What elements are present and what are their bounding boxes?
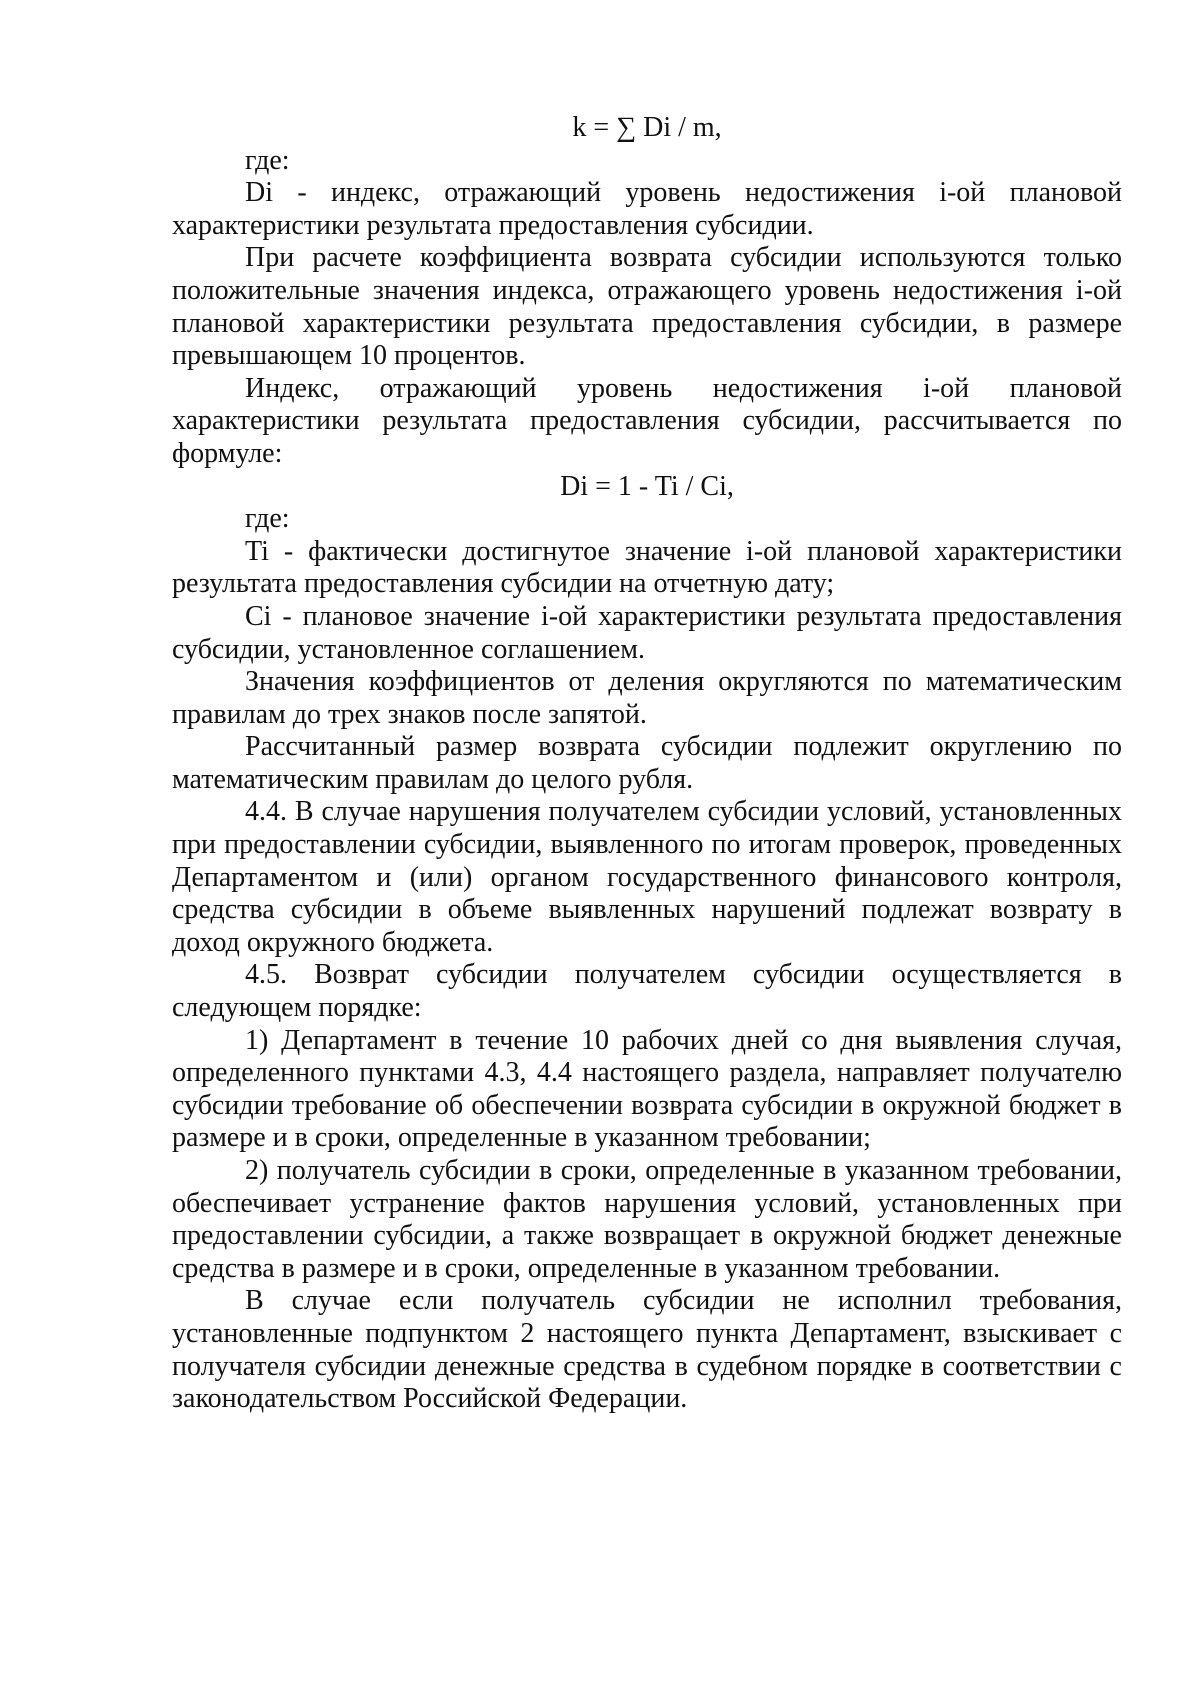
paragraph-calculation: При расчете коэффициента возврата субсидии используются только положительные значения индекса, отражающего уровень недостижения i-ой плановой характеристики результата предоставления субсидии, в размере превышающем 10 процентов. [172, 242, 1122, 372]
where-label-1: где: [245, 144, 290, 176]
paragraph-rounding-coefficients: Значения коэффициентов от деления округляются по математическим правилам до трех знаков после запятой. [172, 666, 1122, 730]
paragraph-item-2: 2) получатель субсидии в сроки, определенные в указанном требовании, обеспечивает устранение фактов нарушения условий, установленных при предоставлении субсидии, а также возвращает в окружной бюджет денежные средства в размере и в сроки, определенные в указанном требовании. [172, 1155, 1122, 1284]
formula-k: k = ∑ Di / m, [572, 112, 722, 143]
paragraph-rounding-rubles: Рассчитанный размер возврата субсидии подлежит округлению по математическим правилам до целого рубля. [172, 731, 1122, 795]
where-label-2: где: [245, 503, 290, 535]
paragraph-index-formula-intro: Индекс, отражающий уровень недостижения i-ой плановой характеристики результата предоставления субсидии, рассчитывается по формуле: [172, 372, 1122, 469]
paragraph-clause-4-5: 4.5. Возврат субсидии получателем субсидии осуществляется в следующем порядке: [172, 959, 1122, 1024]
paragraph-final: В случае если получатель субсидии не исполнил требования, установленные подпунктом 2 настоящего пункта Департамент, взыскивает с получателя субсидии денежные средства в судебном порядке в соответствии с законодательством Российской Федерации. [172, 1285, 1122, 1415]
paragraph-di-definition: Di - индекс, отражающий уровень недостижения i-ой плановой характеристики результата предоставления субсидии. [172, 177, 1122, 241]
paragraph-ti-definition: Ti - фактически достигнутое значение i-ой плановой характеристики результата предоставления субсидии на отчетную дату; [172, 535, 1122, 600]
paragraph-item-1: 1) Департамент в течение 10 рабочих дней со дня выявления случая, определенного пунктами 4.3, 4.4 настоящего раздела, направляет получателю субсидии требование об обеспечении возврата субсидии в окружной бюджет в размере и в сроки, определенные в указанном требовании; [172, 1024, 1122, 1154]
paragraph-clause-4-4: 4.4. В случае нарушения получателем субсидии условий, установленных при предоставлении субсидии, выявленного по итогам проверок, проведенных Департаментом и (или) органом государственного финансового контроля, средства субсидии в объеме выявленных нарушений подлежат возврату в доход окружного бюджета. [172, 796, 1122, 958]
paragraph-ci-definition: Ci - плановое значение i-ой характеристики результата предоставления субсидии, установленное соглашением. [172, 600, 1122, 665]
formula-di: Di = 1 - Ti / Ci, [560, 470, 734, 502]
document-page [172, 112, 1122, 1416]
